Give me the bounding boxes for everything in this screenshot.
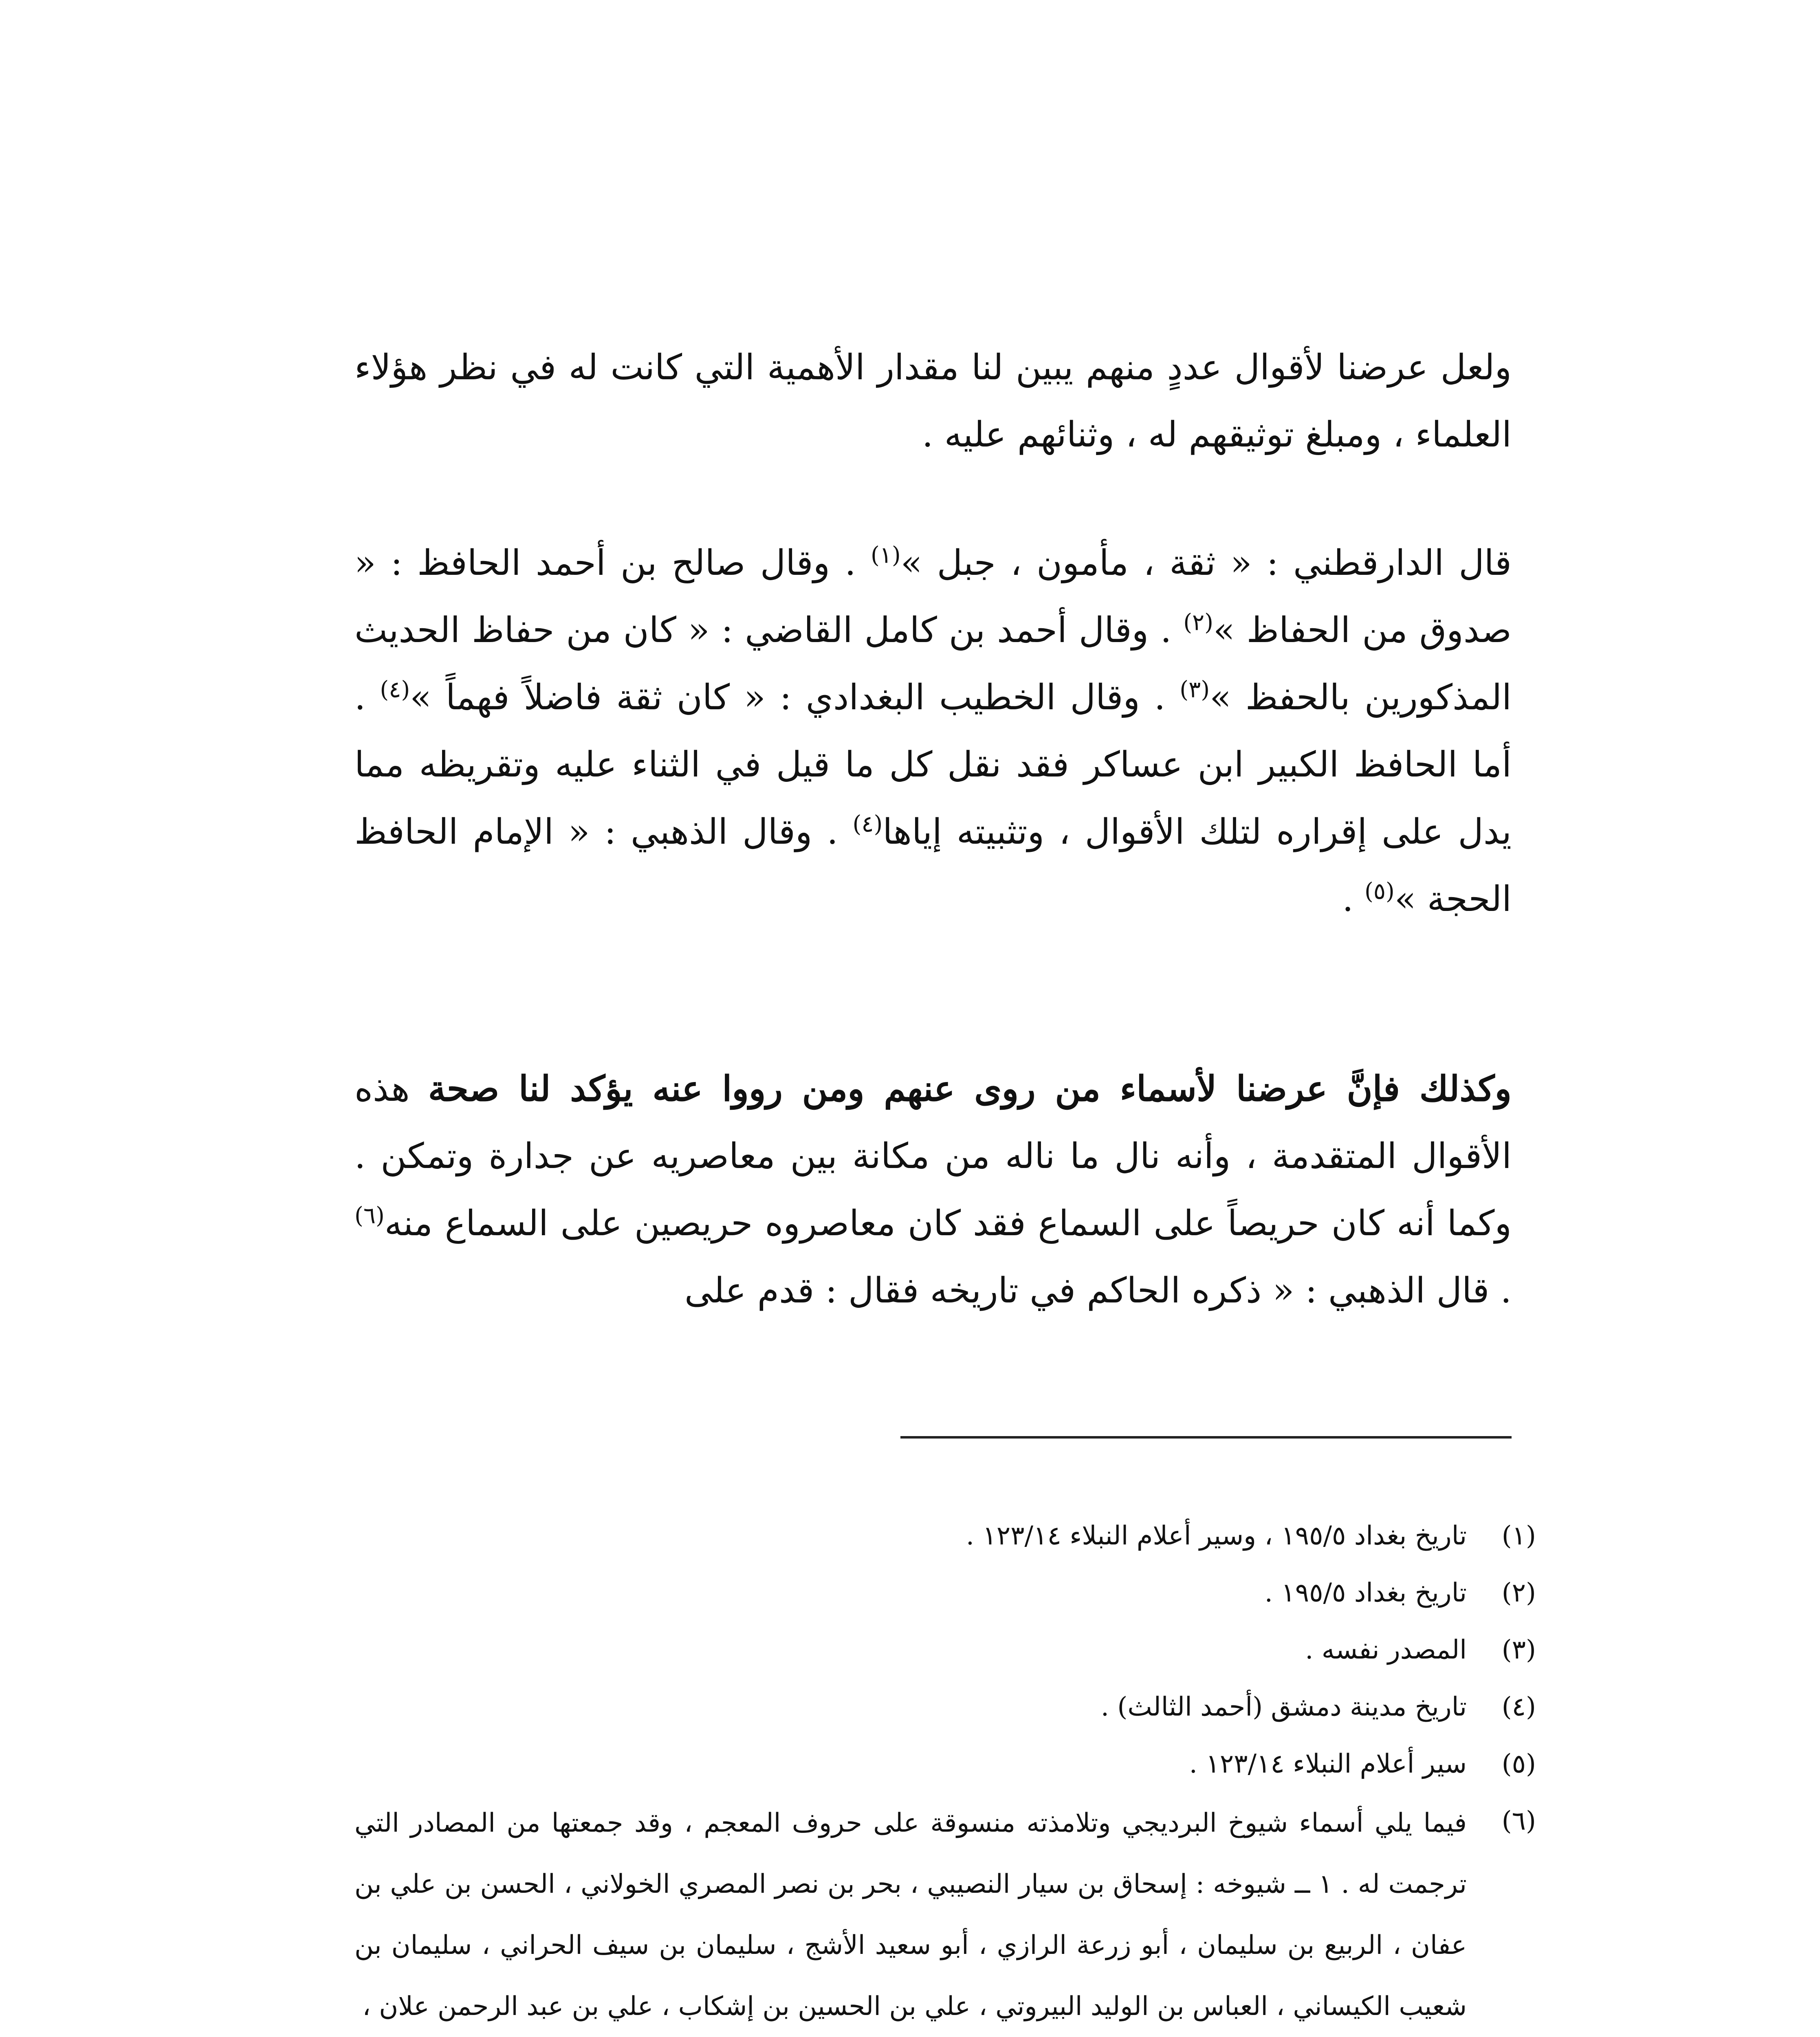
footnote-number: (٢) <box>1501 1578 1536 1608</box>
footnote-ref-2: (٢) <box>1183 609 1213 636</box>
paragraph-2-segment: . وقال الخطيب البغدادي : « كان ثقة فاضلاً فهماً » <box>410 677 1180 718</box>
footnote-ref-3: (٣) <box>1180 676 1210 703</box>
paragraph-2 <box>354 530 1512 933</box>
paragraph-2-segment: قال الدارقطني : « ثقة ، مأمون ، جبل » <box>900 543 1512 583</box>
paragraph-3-lead: وكذلك فإنَّ عرضنا لأسماء من روى عنهم ومن رووا عنه يؤكد لنا صحة <box>428 1068 1512 1109</box>
footnotes <box>354 1507 1536 2037</box>
footnote-text: تاريخ بغداد ١٩٥/٥ ، وسير أعلام النبلاء ١٢٣/١٤ . <box>966 1521 1467 1551</box>
paragraph-2-segment: . وقال أحمد بن كامل القاضي : « كان من حفاظ الحديث المذكورين بالحفظ » <box>354 610 1512 718</box>
footnote-item <box>354 1507 1536 1564</box>
footnote-item <box>354 1621 1536 1678</box>
paragraph-2-segment: . <box>1342 879 1365 920</box>
footnote-ref-5: (٥) <box>1364 878 1395 905</box>
paragraph-1 <box>354 334 1512 469</box>
paragraph-2-segment: . وقال الذهبي : « الإمام الحافظ الحجة » <box>354 812 1512 920</box>
footnote-separator <box>900 1436 1512 1439</box>
footnote-ref-4: (٤) <box>380 676 410 703</box>
paragraph-2-segment: . أما الحافظ الكبير ابن عساكر فقد نقل كل ما قيل في الثناء عليه وتقريظه مما يدل على إقراره لتلك الأقوال ، وتثبيته إياها <box>354 677 1512 852</box>
footnote-item <box>354 1564 1536 1621</box>
footnote-number: (٤) <box>1501 1692 1536 1722</box>
paragraph-2-segment: . وقال صالح بن أحمد الحافظ : « صدوق من الحفاظ » <box>354 543 1512 651</box>
paragraph-3-segment: . قال الذهبي : « ذكره الحاكم في تاريخه فقال : قدم على <box>684 1270 1512 1311</box>
footnote-number: (١) <box>1501 1521 1536 1551</box>
footnote-item <box>354 1793 1536 2037</box>
paragraph-3 <box>354 1055 1512 1324</box>
paragraph-1-text: ولعل عرضنا لأقوال عددٍ منهم يبين لنا مقدار الأهمية التي كانت له في نظر هؤلاء العلماء ، ومبلغ توثيقهم له ، وثنائهم عليه . <box>354 347 1512 455</box>
footnote-text: سير أعلام النبلاء ١٢٣/١٤ . <box>1189 1749 1467 1779</box>
footnote-ref-1: (١) <box>870 542 901 569</box>
footnote-number: (٦) <box>1501 1806 1536 1836</box>
footnote-text: فيما يلي أسماء شيوخ البرديجي وتلامذته منسوقة على حروف المعجم ، وقد جمعتها من المصادر التي ترجمت له . ١ ــ شيوخه : إسحاق بن سيار النصيبي ، بحر بن نصر المصري الخولاني ، الحسن بن علي بن عفان ، الربيع بن سليمان ، أبو زرعة الرازي ، أبو سعيد الأشج ، سليمان بن سيف الحراني ، سليمان بن شعيب الكيساني ، العباس بن الوليد البيروتي ، علي بن الحسين بن إشكاب ، علي بن عبد الرحمن علان ، <box>354 1808 1467 2022</box>
footnote-text: تاريخ بغداد ١٩٥/٥ . <box>1264 1578 1467 1608</box>
footnote-text: المصدر نفسه . <box>1305 1635 1467 1665</box>
footnote-item <box>354 1736 1536 1793</box>
footnote-item <box>354 1678 1536 1736</box>
paragraph-3-segment: هذه الأقوال المتقدمة ، وأنه نال ما ناله من مكانة بين معاصريه عن جدارة وتمكن . وكما أنه كان حريصاً على السماع فقد كان معاصروه حريصين على السماع منه <box>354 1069 1512 1244</box>
footnote-ref-4-repeat: (٤) <box>852 811 883 838</box>
footnote-text: تاريخ مدينة دمشق (أحمد الثالث) . <box>1100 1692 1467 1722</box>
footnote-number: (٣) <box>1501 1635 1536 1665</box>
footnote-number: (٥) <box>1501 1749 1536 1779</box>
footnote-ref-6: (٦) <box>354 1202 385 1229</box>
